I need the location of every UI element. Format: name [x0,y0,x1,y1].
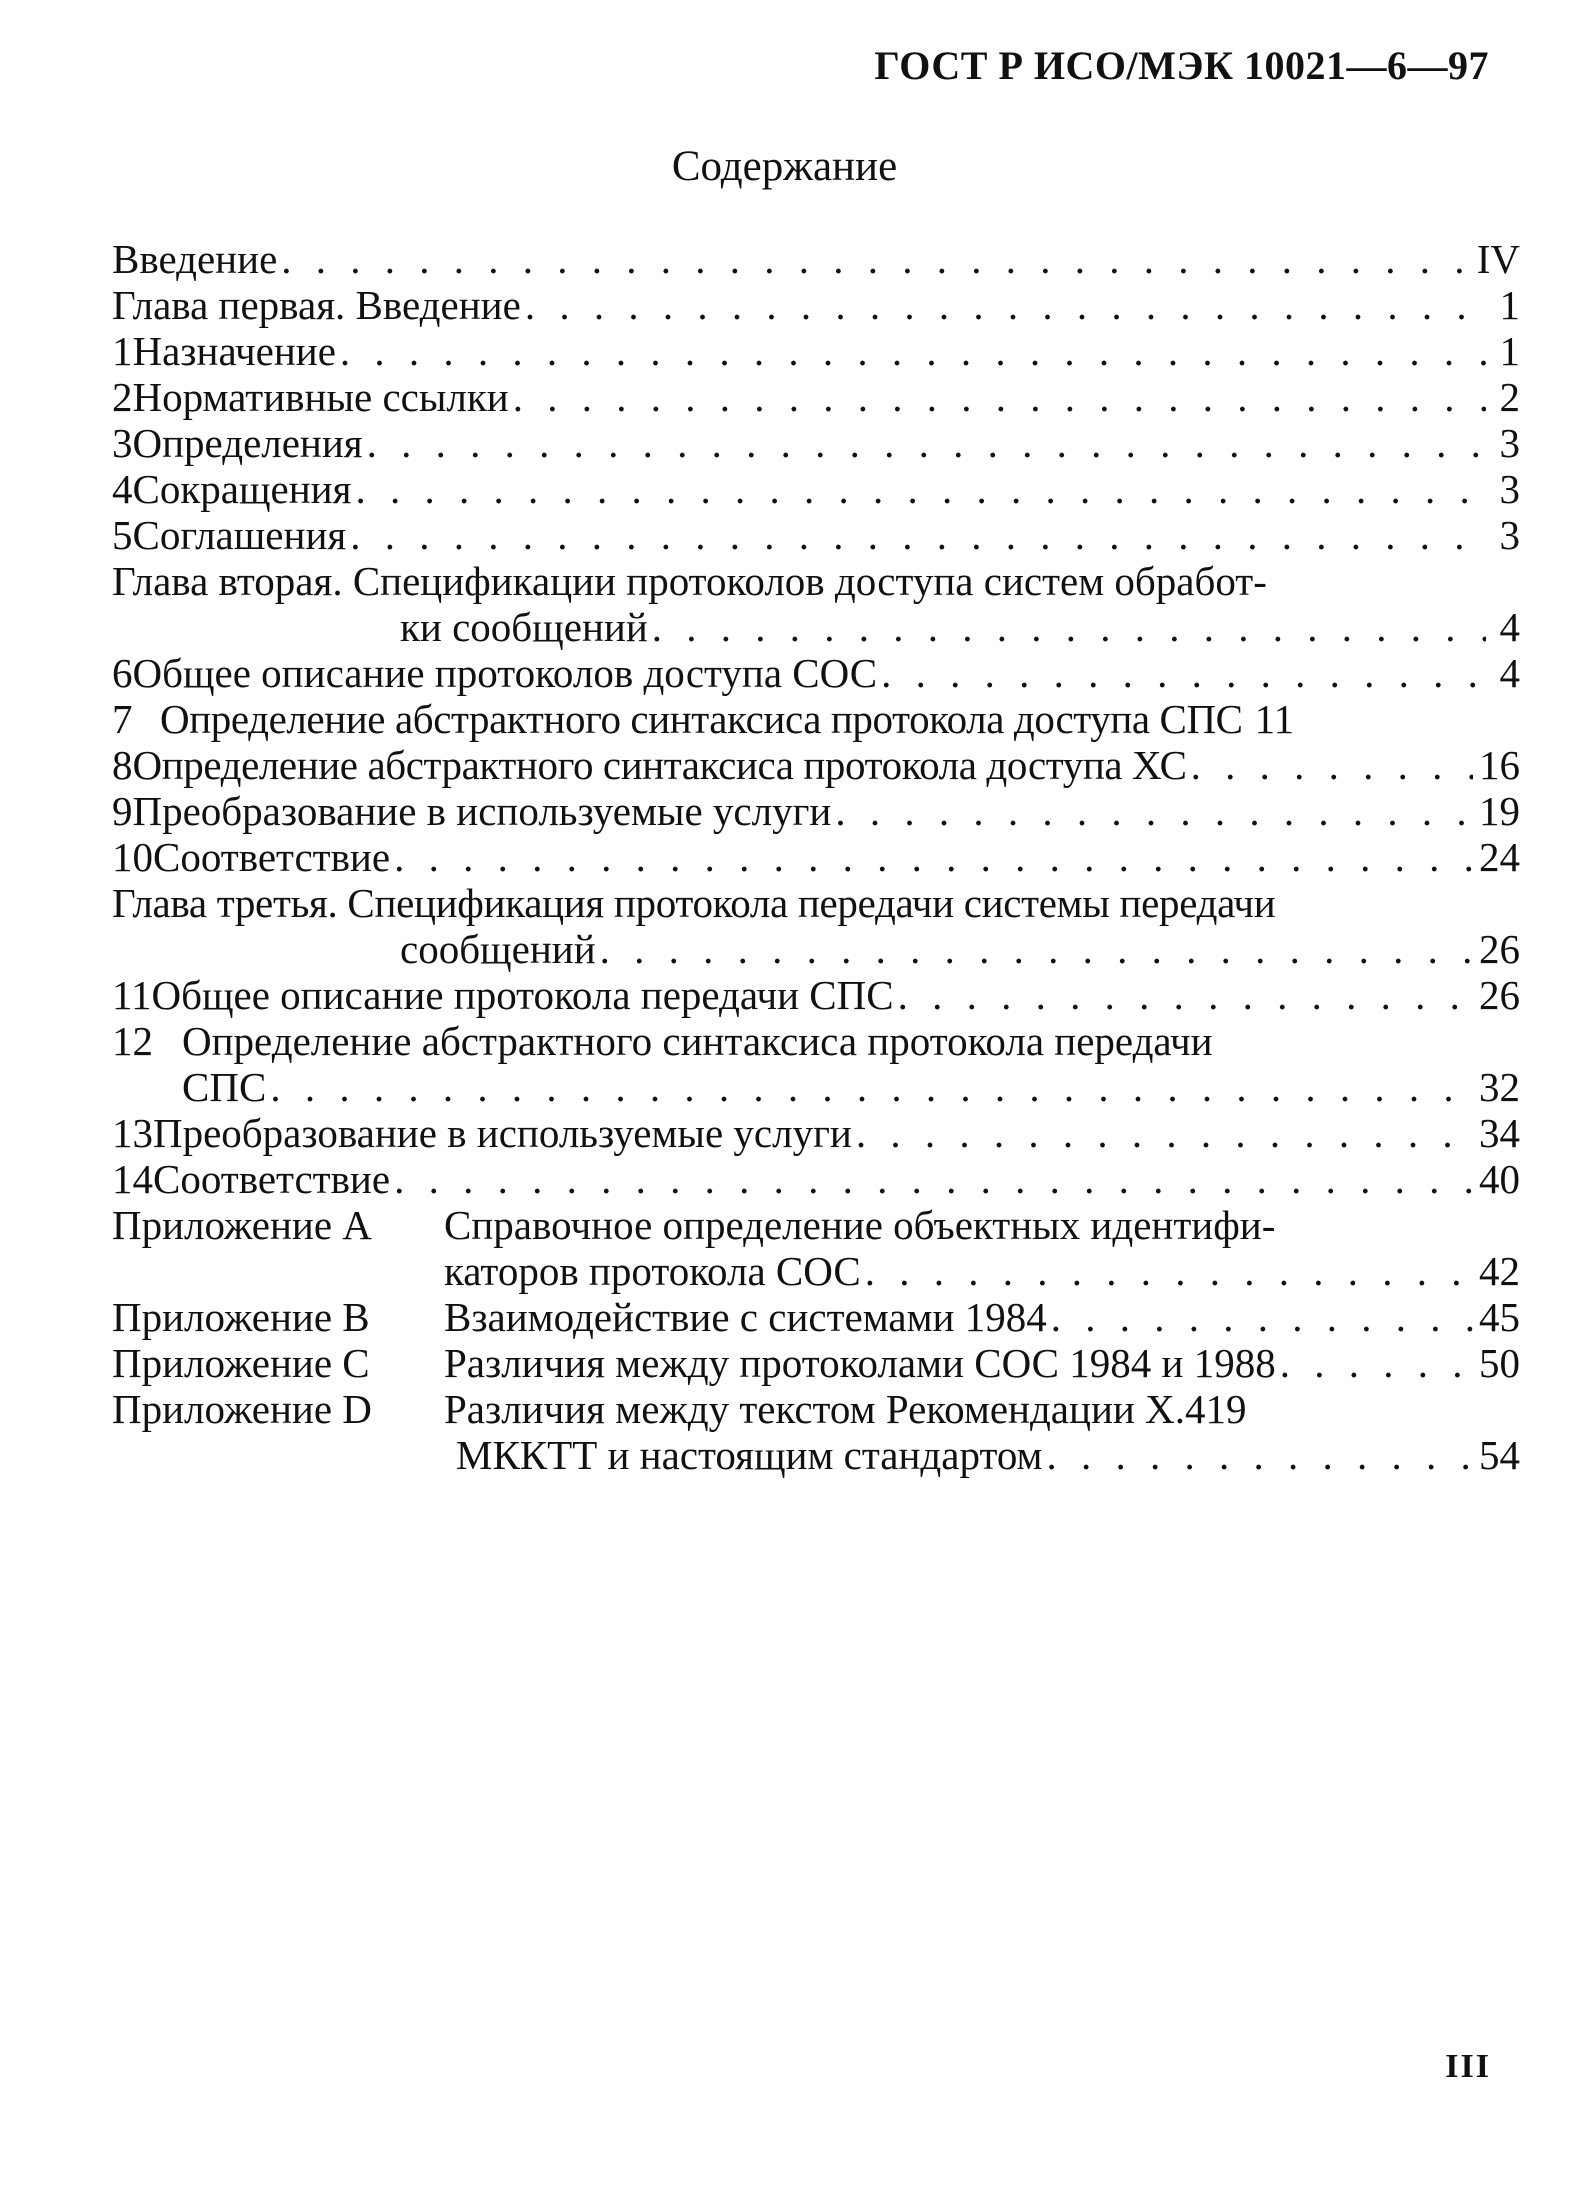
toc-entry-title-line1: Различия между текстом Рекомендации X.419 [444,1386,1247,1432]
toc-entry-page: 40 [1479,1156,1520,1202]
toc-entry-title: Общее описание протоколов доступа СОС [132,650,878,696]
toc-entry-number: 13 [112,1110,153,1156]
toc-entry-section-1[interactable] [112,328,1520,374]
leader-dots [865,1248,1473,1294]
toc-entry-page: 42 [1479,1248,1520,1294]
toc-entry-number: 2 [112,374,133,420]
toc-entry-section-10[interactable] [112,834,1520,880]
toc-entry-number: 14 [112,1156,153,1202]
leader-dots [394,1156,1473,1202]
toc-entry-section-2[interactable] [112,374,1520,420]
toc-entry-page: 16 [1479,742,1520,788]
toc-entry-chapter-2[interactable] [112,558,1520,650]
toc-entry-number: 3 [112,420,133,466]
toc-entry-page: 3 [1499,420,1520,466]
toc-entry-title-line1: Определение абстрактного синтаксиса протокола передачи [182,1018,1213,1064]
toc-entry-title: Преобразование в используемые услуги [132,788,832,834]
toc-entry-page: 24 [1479,834,1520,880]
toc-entry-title: Взаимодействие с системами 1984 [444,1294,1047,1340]
toc-entry-appendix-d[interactable] [112,1386,1520,1478]
document-code-header: ГОСТ Р ИСО/МЭК 10021—6—97 [874,43,1489,88]
toc-entry-page: 3 [1499,466,1520,512]
toc-entry-appendix-c[interactable] [112,1340,1520,1386]
toc-entry-page: 26 [1479,926,1520,972]
toc-entry-page: 34 [1479,1110,1520,1156]
toc-entry-page: 3 [1499,512,1520,558]
toc-entry-title: Сокращения [132,466,352,512]
toc-entry-number: 11 [112,972,152,1018]
toc-entry-appendix-a[interactable] [112,1202,1520,1294]
toc-entry-section-14[interactable] [112,1156,1520,1202]
leader-dots [652,604,1486,650]
leader-dots [367,420,1486,466]
toc-entry-introduction[interactable] [112,236,1520,282]
toc-entry-title: Определения [132,420,363,466]
toc-entry-page: 1 [1499,328,1520,374]
toc-entry-title-line1: Глава третья. Спецификация протокола передачи системы передачи [112,880,1276,926]
toc-entry-section-3[interactable] [112,420,1520,466]
toc-entry-number: 8 [112,742,133,788]
leader-dots [1280,1340,1473,1386]
toc-entry-title-line1: Справочное определение объектных идентифи- [444,1202,1276,1248]
toc-entry-number: 7 [112,696,133,742]
toc-entry-page: 26 [1479,972,1520,1018]
toc-entry-title: Определение абстрактного синтаксиса протокола доступа СПС [160,696,1243,742]
toc-entry-number: 4 [112,466,133,512]
leader-dots [513,374,1486,420]
toc-entry-title-line2: СПС [182,1064,267,1110]
toc-entry-title-line2: МККТТ и настоящим стандартом [456,1432,1043,1478]
toc-entry-number: 1 [112,328,133,374]
toc-entry-title: Различия между протоколами СОС 1984 и 1988 [444,1340,1276,1386]
leader-dots [835,788,1473,834]
toc-entry-title-line2: ки сообщений [400,604,648,650]
toc-entry-page: 4 [1499,604,1520,650]
leader-dots [270,1064,1473,1110]
toc-entry-section-12[interactable] [112,1018,1520,1110]
toc-entry-title: Преобразование в используемые услуги [153,1110,852,1156]
leader-dots [525,282,1486,328]
toc-entry-section-9[interactable] [112,788,1520,834]
appendix-label: Приложение А [112,1202,372,1248]
toc-entry-title: Общее описание протокола передачи СПС [151,972,894,1018]
toc-entry-title: Соответствие [153,1156,391,1202]
leader-dots [856,1110,1473,1156]
page-number: III [1445,2048,1491,2085]
toc-entry-page: 4 [1499,650,1520,696]
toc-entry-number: 10 [112,834,153,880]
appendix-label: Приложение В [112,1294,370,1340]
toc-entry-chapter-1[interactable] [112,282,1520,328]
toc-entry-number: 5 [112,512,133,558]
table-of-contents [112,236,1520,1478]
toc-entry-title: Введение [112,236,278,282]
leader-dots [350,512,1486,558]
appendix-label: Приложение С [112,1340,370,1386]
toc-entry-section-8[interactable] [112,742,1520,788]
leader-dots [1191,742,1473,788]
toc-entry-page: 19 [1479,788,1520,834]
toc-entry-section-13[interactable] [112,1110,1520,1156]
leader-dots [281,236,1470,282]
toc-entry-page: IV [1476,236,1520,282]
leader-dots [1051,1294,1473,1340]
toc-entry-number: 6 [112,650,133,696]
toc-entry-title: Назначение [132,328,336,374]
toc-title: Содержание [671,143,898,190]
toc-entry-number: 12 [112,1018,153,1064]
leader-dots [881,650,1486,696]
toc-entry-section-4[interactable] [112,466,1520,512]
toc-entry-page: 54 [1479,1432,1520,1478]
toc-entry-number: 9 [112,788,133,834]
toc-entry-section-6[interactable] [112,650,1520,696]
toc-entry-page: 50 [1479,1340,1520,1386]
leader-dots [1047,1432,1474,1478]
toc-entry-title-line2: каторов протокола СОС [444,1248,861,1294]
toc-entry-page: 32 [1479,1064,1520,1110]
toc-entry-section-7[interactable] [112,696,1520,742]
appendix-label: Приложение D [112,1386,372,1432]
toc-entry-appendix-b[interactable] [112,1294,1520,1340]
leader-dots [394,834,1473,880]
toc-entry-page: 1 [1499,282,1520,328]
leader-dots [898,972,1473,1018]
toc-entry-title: Соглашения [132,512,347,558]
toc-entry-page: 2 [1499,374,1520,420]
toc-entry-title-line1: Глава вторая. Спецификации протоколов доступа систем обработ- [112,558,1267,604]
toc-entry-chapter-3[interactable] [112,880,1520,972]
toc-entry-section-5[interactable] [112,512,1520,558]
toc-entry-title: Глава первая. Введение [112,282,521,328]
toc-entry-title-line2: сообщений [400,926,596,972]
toc-entry-title: Нормативные ссылки [132,374,509,420]
leader-dots [600,926,1473,972]
leader-dots [355,466,1486,512]
leader-dots [340,328,1486,374]
toc-entry-title: Соответствие [153,834,391,880]
toc-entry-title: Определение абстрактного синтаксиса протокола доступа ХС [132,742,1187,788]
toc-entry-page: 11 [1254,696,1295,742]
toc-entry-page: 45 [1479,1294,1520,1340]
toc-entry-section-11[interactable] [112,972,1520,1018]
